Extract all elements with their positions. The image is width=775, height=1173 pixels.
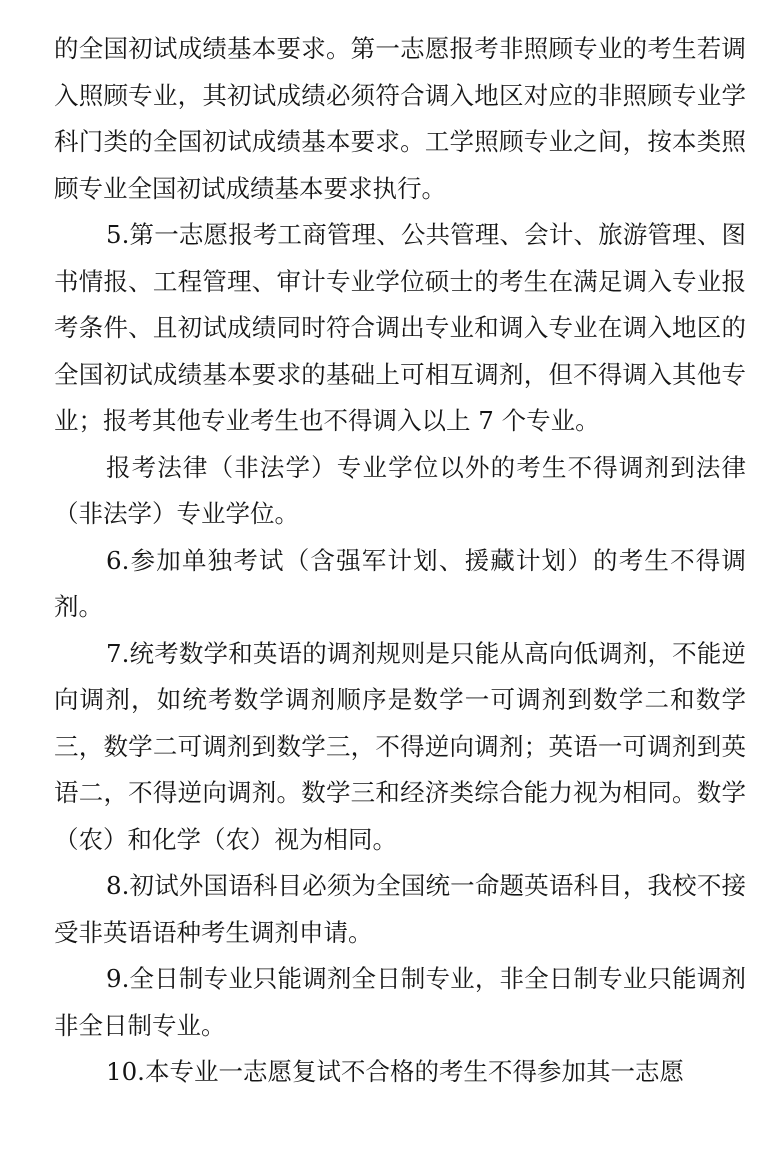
paragraph-rule-7: 7.统考数学和英语的调剂规则是只能从高向低调剂，不能逆向调剂，如统考数学调剂顺序是数学一可调剂到数学二和数学三，数学二可调剂到数学三，不得逆向调剂；英语一可调剂到英语二，不得逆向调剂。数学三和经济类综合能力视为相同。数学（农）和化学（农）视为相同。 [54, 638, 746, 854]
paragraph-rule-8: 8.初试外国语科目必须为全国统一命题英语科目，我校不接受非英语语种考生调剂申请。 [54, 871, 746, 947]
paragraph-law-note: 报考法律（非法学）专业学位以外的考生不得调剂到法律（非法学）专业学位。 [54, 452, 746, 528]
paragraph-rule-6: 6.参加单独考试（含强军计划、援藏计划）的考生不得调剂。 [54, 545, 746, 621]
paragraph-rule-5: 5.第一志愿报考工商管理、公共管理、会计、旅游管理、图书情报、工程管理、审计专业学位硕士的考生在满足调入专业报考条件、且初试成绩同时符合调出专业和调入专业在调入地区的全国初试成绩基本要求的基础上可相互调剂，但不得调入其他专业；报考其他专业考生也不得调入以上 7 个专业。 [54, 220, 746, 435]
paragraph-continuation: 的全国初试成绩基本要求。第一志愿报考非照顾专业的考生若调入照顾专业，其初试成绩必须符合调入地区对应的非照顾专业学科门类的全国初试成绩基本要求。工学照顾专业之间，按本类照顾专业全国初试成绩基本要求执行。 [54, 34, 746, 203]
document-body [54, 26, 746, 1096]
paragraph-rule-9: 9.全日制专业只能调剂全日制专业，非全日制专业只能调剂非全日制专业。 [54, 964, 746, 1040]
paragraph-rule-10: 10.本专业一志愿复试不合格的考生不得参加其一志愿 [106, 1057, 684, 1086]
